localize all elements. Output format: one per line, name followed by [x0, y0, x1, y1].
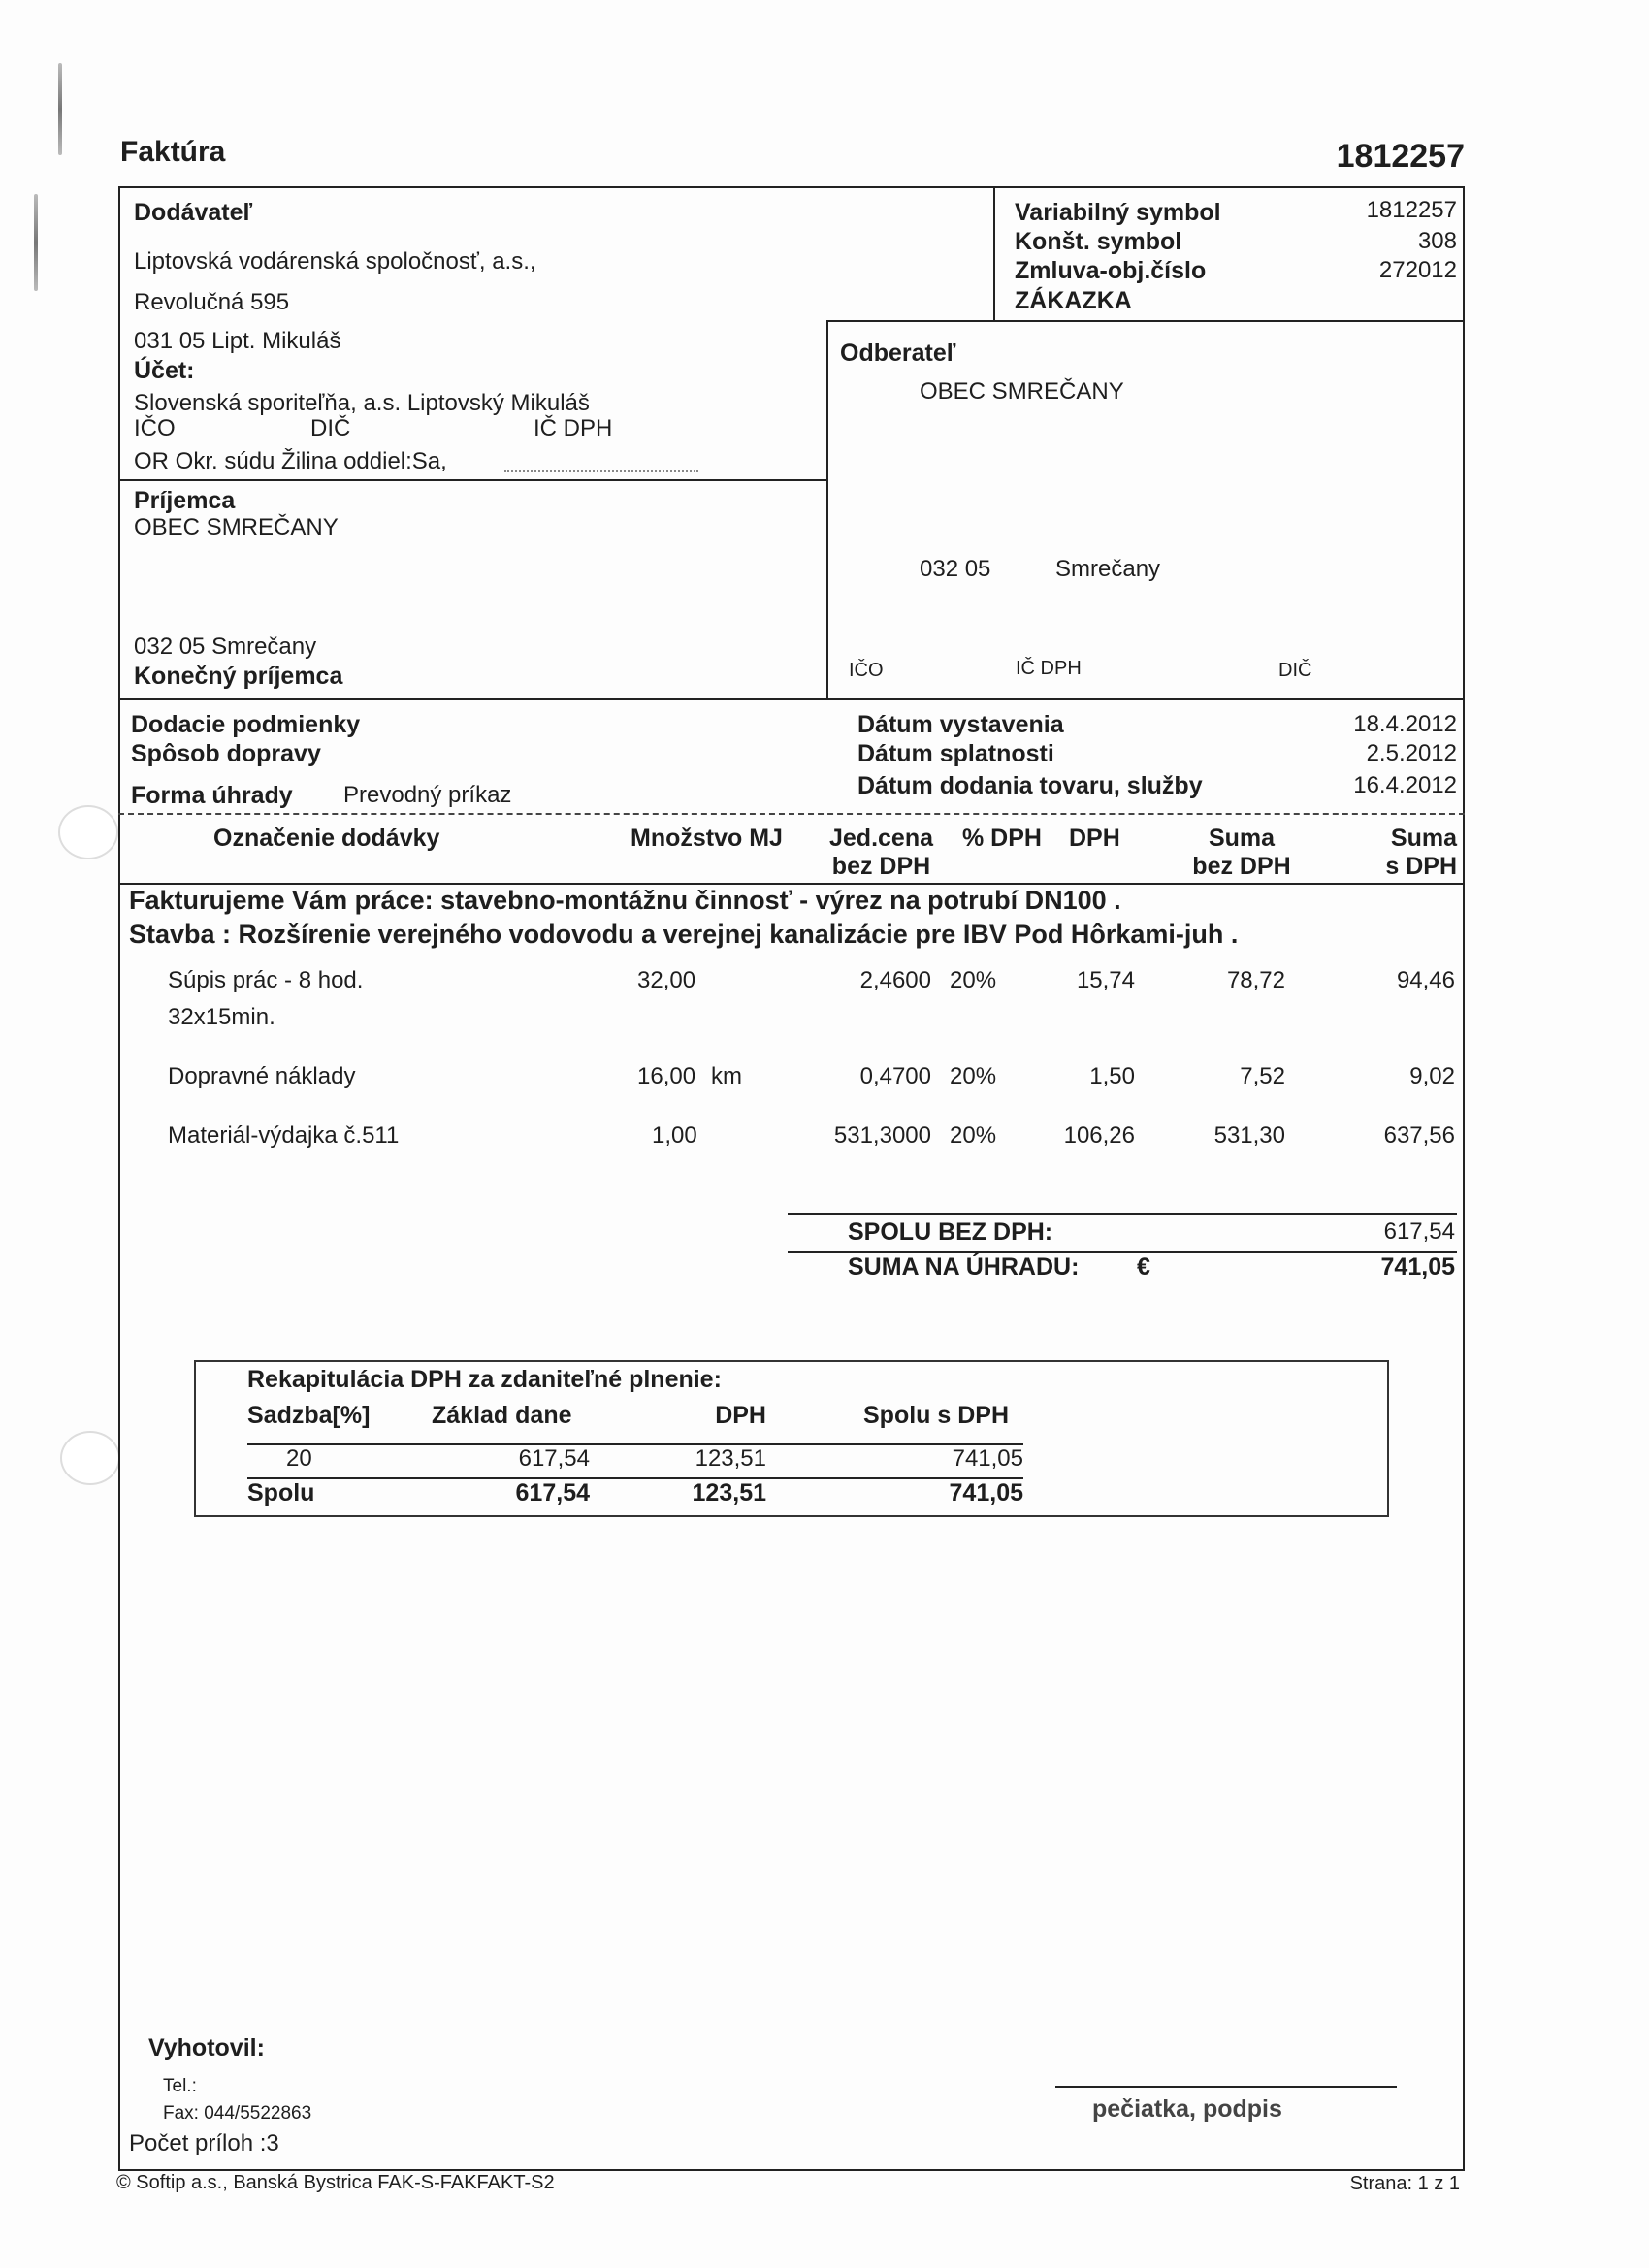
supplier-ico-label: IČO: [134, 415, 176, 441]
delivery-conditions-label: Dodacie podmienky: [131, 711, 361, 738]
vat-recap-vat: 123,51: [695, 1445, 766, 1472]
vat-recap-rate: 20: [286, 1445, 312, 1472]
vat-recap-col-rate: Sadzba[%]: [247, 1402, 371, 1429]
date-label-delivery: Dátum dodania tovaru, služby: [857, 772, 1203, 799]
stamp-signature-label: pečiatka, podpis: [1092, 2095, 1282, 2122]
date-value-delivery: 16.4.2012: [1353, 772, 1457, 798]
account-label: Účet:: [134, 357, 195, 384]
supplier-city: 031 05 Lipt. Mikuláš: [134, 328, 341, 354]
vat-recap-sum-total: 741,05: [949, 1479, 1023, 1507]
transport-label: Spôsob dopravy: [131, 740, 321, 767]
row-name: Dopravné náklady: [168, 1063, 356, 1089]
vat-recap-sum-label: Spolu: [247, 1479, 315, 1507]
total-net-label: SPOLU BEZ DPH:: [848, 1218, 1053, 1246]
vat-recap-sum-base: 617,54: [515, 1479, 590, 1507]
punch-hole: [60, 1431, 120, 1485]
total-net-value: 617,54: [1383, 1218, 1455, 1245]
symbol-label-contract: Zmluva-obj.číslo: [1015, 257, 1207, 284]
supplier-heading: Dodávateľ: [134, 199, 253, 226]
vat-recap-sum-vat: 123,51: [692, 1479, 766, 1507]
row-gross: 94,46: [1396, 967, 1455, 993]
fax-number: Fax: 044/5522863: [163, 2103, 312, 2123]
recipient-address: 032 05 Smrečany: [134, 633, 317, 660]
software-credit: © Softip a.s., Banská Bystrica FAK-S-FAKFAKT-S2: [116, 2172, 555, 2193]
row-vat-pct: 20%: [950, 1063, 997, 1089]
document-title: Faktúra: [120, 136, 226, 168]
supplier-street: Revolučná 595: [134, 289, 290, 315]
customer-zip: 032 05: [920, 556, 991, 582]
total-due-label: SUMA NA ÚHRADU:: [848, 1253, 1080, 1280]
row-vat: 106,26: [1063, 1122, 1135, 1149]
col-sum-net: Suma bez DPH: [1192, 825, 1291, 880]
invoice-intro-line-2: Stavba : Rozšírenie verejného vodovodu a verejnej kanalizácie pre IBV Pod Hôrkami-juh .: [129, 920, 1239, 949]
row-unit: km: [711, 1063, 742, 1089]
supplier-dic-label: DIČ: [310, 415, 351, 441]
payment-value: Prevodný príkaz: [343, 782, 512, 808]
row-gross: 637,56: [1383, 1122, 1455, 1149]
supplier-name: Liptovská vodárenská spoločnosť, a.s.,: [134, 248, 536, 275]
vat-recap-col-total: Spolu s DPH: [863, 1402, 1010, 1429]
row-sub: 32x15min.: [168, 1004, 275, 1030]
row-net: 531,30: [1213, 1122, 1285, 1149]
vat-recap-total: 741,05: [952, 1445, 1023, 1472]
prepared-by-label: Vyhotovil:: [148, 2034, 265, 2061]
col-sum-gross: Suma s DPH: [1385, 825, 1457, 880]
row-qty: 32,00: [637, 967, 696, 993]
row-qty: 1,00: [652, 1122, 697, 1149]
row-net: 78,72: [1226, 967, 1285, 993]
col-vat-pct: % DPH: [962, 825, 1042, 852]
date-label-due: Dátum splatnosti: [857, 740, 1054, 767]
row-vat-pct: 20%: [950, 967, 997, 993]
vat-recap-base: 617,54: [518, 1445, 590, 1472]
row-name: Materiál-výdajka č.511: [168, 1122, 400, 1149]
row-vat: 1,50: [1089, 1063, 1135, 1089]
symbol-value-variable: 1812257: [1366, 197, 1457, 223]
col-unit-price: Jed.cena bez DPH: [829, 825, 934, 880]
col-vat: DPH: [1069, 825, 1120, 852]
vat-recap-title: Rekapitulácia DPH za zdaniteľné plnenie:: [247, 1366, 722, 1393]
symbol-value-contract: 272012: [1378, 257, 1457, 283]
date-value-issued: 18.4.2012: [1353, 711, 1457, 737]
row-price: 531,3000: [833, 1122, 931, 1149]
customer-ico-label: IČO: [849, 660, 884, 681]
row-qty: 16,00: [637, 1063, 696, 1089]
staple-mark: [34, 194, 38, 291]
total-due-value: 741,05: [1380, 1253, 1455, 1280]
supplier-icdph-label: IČ DPH: [534, 415, 613, 441]
final-recipient-label: Konečný príjemca: [134, 663, 343, 690]
customer-icdph-label: IČ DPH: [1016, 658, 1082, 679]
punch-hole: [58, 805, 118, 859]
symbol-label-order: ZÁKAZKA: [1015, 287, 1132, 314]
row-gross: 9,02: [1409, 1063, 1455, 1089]
vat-recap-col-vat: DPH: [715, 1402, 766, 1429]
recipient-name: OBEC SMREČANY: [134, 514, 339, 540]
symbol-value-constant: 308: [1417, 228, 1457, 254]
customer-heading: Odberateľ: [840, 340, 956, 367]
customer-name: OBEC SMREČANY: [920, 378, 1124, 405]
col-qty: Množstvo MJ: [630, 825, 783, 852]
tel-label: Tel.:: [163, 2076, 197, 2096]
date-label-issued: Dátum vystavenia: [857, 711, 1064, 738]
document-number: 1812257: [1336, 138, 1465, 175]
customer-city: Smrečany: [1055, 556, 1161, 582]
row-price: 2,4600: [859, 967, 931, 993]
date-value-due: 2.5.2012: [1366, 740, 1457, 766]
symbol-label-variable: Variabilný symbol: [1015, 199, 1221, 226]
payment-label: Forma úhrady: [131, 782, 293, 809]
staple-mark: [58, 63, 62, 155]
supplier-register: OR Okr. súdu Žilina oddiel:Sa,: [134, 448, 447, 474]
symbol-label-constant: Konšt. symbol: [1015, 228, 1182, 255]
row-vat: 15,74: [1076, 967, 1135, 993]
row-price: 0,4700: [859, 1063, 931, 1089]
row-net: 7,52: [1240, 1063, 1285, 1089]
customer-dic-label: DIČ: [1278, 660, 1312, 681]
invoice-intro-line-1: Fakturujeme Vám práce: stavebno-montážnu činnosť - výrez na potrubí DN100 .: [129, 886, 1121, 915]
page-indicator: Strana: 1 z 1: [1349, 2173, 1460, 2194]
row-vat-pct: 20%: [950, 1122, 997, 1149]
attachments-count: Počet príloh :3: [129, 2130, 279, 2156]
vat-recap-col-base: Základ dane: [432, 1402, 572, 1429]
currency-symbol: €: [1137, 1253, 1150, 1280]
row-name: Súpis prác - 8 hod.: [168, 967, 364, 993]
col-designation: Označenie dodávky: [213, 825, 440, 852]
supplier-bank: Slovenská sporiteľňa, a.s. Liptovský Mikuláš: [134, 390, 590, 416]
recipient-heading: Príjemca: [134, 487, 236, 514]
